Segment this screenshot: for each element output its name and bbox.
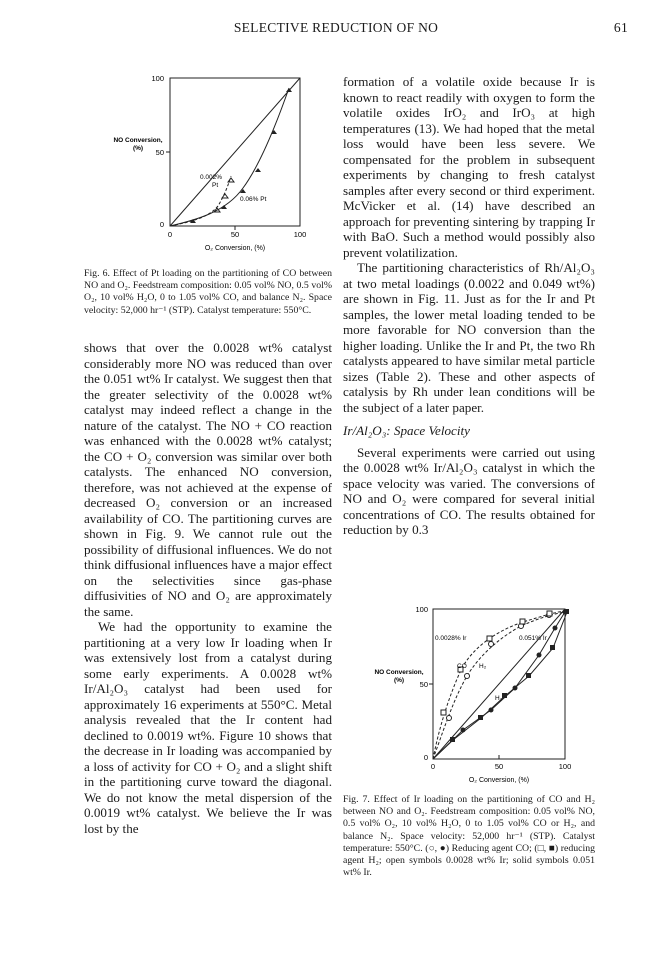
fig7-points-0.051ir-co bbox=[461, 610, 568, 733]
fig6-ytick-50: 50 bbox=[155, 148, 164, 157]
figure-7-caption: Fig. 7. Effect of Ir loading on the partitioning of CO and H₂ between NO and O₂. Feedstream composition: 0.05 vol% NO, 0.5 vol% O₂, 10 vol% H₂O, 0 to 1.05 vol% CO or H₂, and balance N₂. Space velocity: 52,000 hr⁻¹ (STP). Catalyst temperature: 550°C. (○, ●) Reducing agent CO; (□, ■) reducing agent H₂; open symbols 0.0028 wt% Ir; solid symbols 0.051 wt% Ir. bbox=[343, 794, 595, 879]
fig6-xtick-50: 50 bbox=[230, 230, 240, 239]
fig6-ytick-100: 100 bbox=[151, 74, 164, 83]
fig7-ytick-100: 100 bbox=[415, 605, 428, 614]
left-paragraph-2: We had the opportunity to examine the partitioning at a very low Ir loading when Ir was extensively lost from a catalyst during some early experiments. A 0.0028 wt% Ir/Al₂O₃ catalyst had been used for approximately 16 experiments at 550°C. Metal analysis revealed that the Ir content had declined to 0.0019 wt%. Figure 10 shows that the decrease in Ir loading was accompanied by a loss of activity for CO + O₂ and a slight shift in the partitioning curve toward the diagonal. We do not know the metal dispersion of the 0.0019 wt% catalyst. We believe the Ir was lost by the bbox=[84, 619, 332, 836]
fig7-frame bbox=[429, 609, 565, 759]
right-paragraph-3: Several experiments were carried out using the 0.0028 wt% Ir/Al₂O₃ catalyst in which the space velocity was varied. The conversions of NO and O₂ were compared for several initial concentrations of CO. The results obtained for reduction by 0.3 bbox=[343, 444, 595, 537]
fig7-xtick-50: 50 bbox=[494, 762, 504, 771]
right-paragraph-2: The partitioning characteristics of Rh/Al₂O₃ at two metal loadings (0.0022 and 0.049 wt%) are shown in Fig. 11. Just as for the Ir and Pt samples, the lower metal loading tended to be more favorable for NO conversion than the higher loading. Unlike the Ir and Pt, the two Rh catalysts appeared to have similar metal particle sizes (Table 2). These and other aspects of catalysis by Rh under lean conditions will be the subject of a later paper. bbox=[343, 260, 595, 415]
page-number: 61 bbox=[613, 20, 628, 35]
right-column-body bbox=[343, 74, 595, 538]
section-heading: Ir/Al₂O₃: Space Velocity bbox=[343, 423, 470, 438]
fig7-label-h2: H₂ bbox=[479, 663, 487, 670]
fig6-ylabel-unit: (%) bbox=[132, 145, 144, 152]
figure-6-plot bbox=[78, 70, 342, 260]
fig6-label-0.06pt: 0.06% Pt bbox=[240, 196, 267, 203]
fig7-label-0.051ir: 0.051% Ir bbox=[519, 635, 547, 642]
figure-7-plot bbox=[343, 600, 595, 790]
fig6-ylabel: NO Conversion, bbox=[113, 137, 163, 144]
fig7-ytick-0: 0 bbox=[423, 753, 428, 762]
fig6-curve-0.002pt bbox=[170, 176, 231, 226]
fig7-xtick-0: 0 bbox=[430, 762, 436, 771]
fig7-xtick-100: 100 bbox=[558, 762, 572, 771]
left-column-body bbox=[84, 340, 332, 836]
fig7-label-0.0028ir: 0.0028% Ir bbox=[435, 635, 467, 642]
fig7-label-co: CO bbox=[457, 663, 467, 670]
running-title: SELECTIVE REDUCTION OF NO bbox=[233, 20, 439, 35]
fig6-label-0.002pt: 0.002% bbox=[200, 174, 223, 181]
fig6-frame bbox=[166, 78, 300, 230]
fig6-xtick-100: 100 bbox=[293, 230, 307, 239]
fig7-ylabel: NO Conversion, bbox=[374, 669, 424, 676]
right-paragraph-1: formation of a volatile oxide because Ir is known to react readily with oxygen to form the volatile oxides IrO₂ and IrO₃ at high temperatures (13). We had hoped that the metal loss would have been less severe. We compensated for the problem in subsequent experiments by changing to fresh catalyst samples after every second or third experiment. McVicker et al. (14) have described an approach for preventing sintering by trapping Ir with BaO. Such a method would possibly also prevent volatilization. bbox=[343, 74, 595, 260]
fig7-ytick-50: 50 bbox=[419, 680, 428, 689]
fig7-label-h2-solid: H₂ bbox=[495, 695, 503, 702]
fig7-xlabel: O₂ Conversion, (%) bbox=[468, 777, 530, 784]
left-paragraph-1: shows that over the 0.0028 wt% catalyst considerably more NO was reduced than over the 0.051 wt% Ir catalyst. We suggest then that the greater selectivity of the 0.0028 wt% catalyst may indeed reflect a change in the nature of the catalyst. The NO + CO reaction was enhanced with the 0.0028 wt% catalyst; the CO + O₂ conversion was similar over both catalysts. The enhanced NO conversion, therefore, was not achieved at the expense of decreased O₂ conversion or an increased availability of CO. The partitioning curves are shown in Fig. 9. We cannot rule out the possibility of diffusional influences. We do not think diffusional influences have a major effect on the selectivities since gas-phase diffusivities of NO and O₂ are approximately the same. bbox=[84, 340, 332, 619]
fig7-ylabel-unit: (%) bbox=[393, 677, 405, 684]
fig6-xtick-0: 0 bbox=[167, 230, 173, 239]
fig6-label-0.002pt-b: Pt bbox=[212, 182, 219, 189]
fig6-xlabel: O₂ Conversion, (%) bbox=[204, 245, 266, 252]
fig6-ytick-0: 0 bbox=[159, 220, 164, 229]
figure-6-caption: Fig. 6. Effect of Pt loading on the partitioning of CO between NO and O₂. Feedstream composition: 0.05 vol% NO, 0.5 vol% O₂, 10 vol% H₂O, 0 to 1.05 vol% CO, and balance N₂. Space velocity: 52,000 hr⁻¹ (STP). Catalyst temperature: 550°C. bbox=[84, 268, 332, 316]
